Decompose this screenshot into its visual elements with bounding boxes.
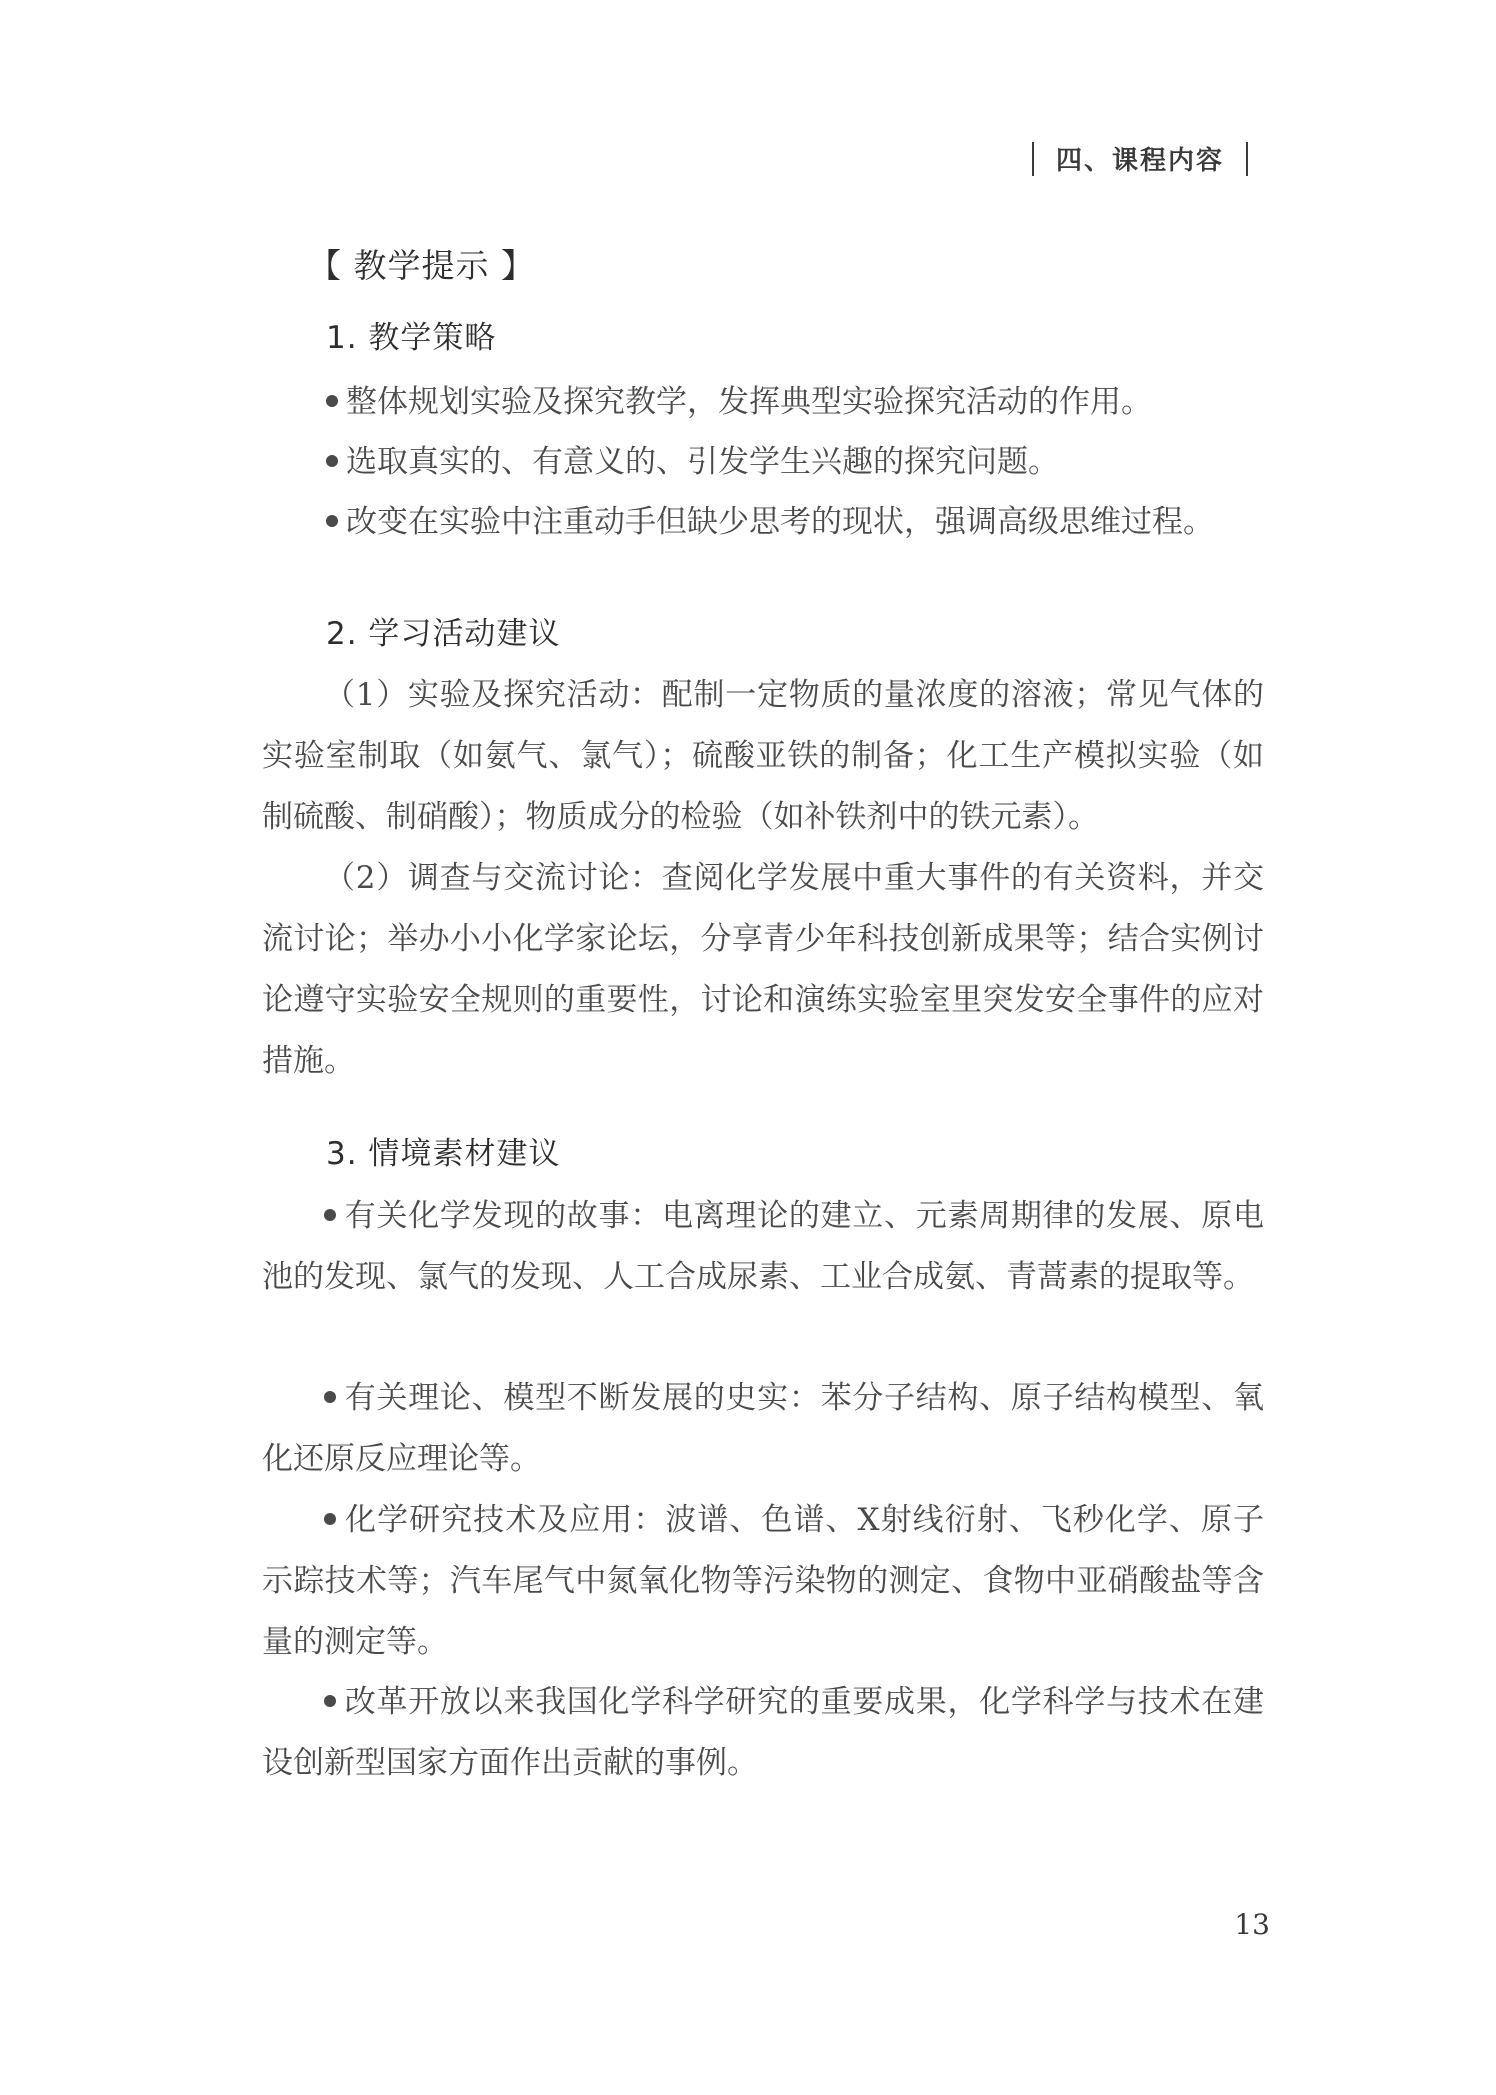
- header-divider-right: [1246, 142, 1248, 176]
- chapter-title: 四、课程内容: [1055, 146, 1224, 176]
- strategy-bullet: 整体规划实验及探究教学，发挥典型实验探究活动的作用。: [326, 372, 1266, 432]
- page-number: 13: [1234, 1908, 1270, 1941]
- activity-paragraph: （2）调查与交流讨论：查阅化学发展中重大事件的有关资料，并交流讨论；举办小小化学家论坛，分享青少年科技创新成果等；结合实例讨论遵守实验安全规则的重要性，讨论和演练实验室里突发安全事件的应对措施。: [262, 860, 1264, 1079]
- bullet-icon: [324, 1513, 336, 1525]
- strategy-bullet: 选取真实的、有意义的、引发学生兴趣的探究问题。: [326, 432, 1266, 492]
- material-paragraph: 有关化学发现的故事：电离理论的建立、元素周期律的发展、原电池的发现、氯气的发现、人工合成尿素、工业合成氨、青蒿素的提取等。: [262, 1198, 1264, 1295]
- bullet-icon: [324, 1209, 336, 1221]
- section-title: 【 教学提示 】: [308, 246, 535, 285]
- heading-learning-activities: 2. 学习活动建议: [326, 616, 561, 652]
- material-paragraph: 化学研究技术及应用：波谱、色谱、X射线衍射、飞秒化学、原子示踪技术等；汽车尾气中氮氧化物等污染物的测定、食物中亚硝酸盐等含量的测定等。: [262, 1502, 1264, 1660]
- material-paragraph: 改革开放以来我国化学科学研究的重要成果，化学科学与技术在建设创新型国家方面作出贡献的事例。: [262, 1684, 1264, 1781]
- heading-context-materials: 3. 情境素材建议: [326, 1136, 561, 1172]
- heading-teaching-strategy: 1. 教学策略: [326, 320, 497, 356]
- bullet-icon: [324, 1391, 336, 1403]
- bullet-icon: [324, 1695, 336, 1707]
- bullet-icon: [326, 515, 338, 527]
- bullet-icon: [326, 455, 338, 467]
- bullet-icon: [326, 395, 338, 407]
- activity-paragraph: （1）实验及探究活动：配制一定物质的量浓度的溶液；常见气体的实验室制取（如氨气、氯气）；硫酸亚铁的制备；化工生产模拟实验（如制硫酸、制硝酸）；物质成分的检验（如补铁剂中的铁元素）。: [262, 677, 1264, 835]
- strategy-bullet: 改变在实验中注重动手但缺少思考的现状，强调高级思维过程。: [326, 492, 1266, 552]
- material-paragraph: 有关理论、模型不断发展的史实：苯分子结构、原子结构模型、氧化还原反应理论等。: [262, 1380, 1264, 1477]
- header-divider-left: [1032, 142, 1034, 176]
- running-header: [1010, 140, 1270, 177]
